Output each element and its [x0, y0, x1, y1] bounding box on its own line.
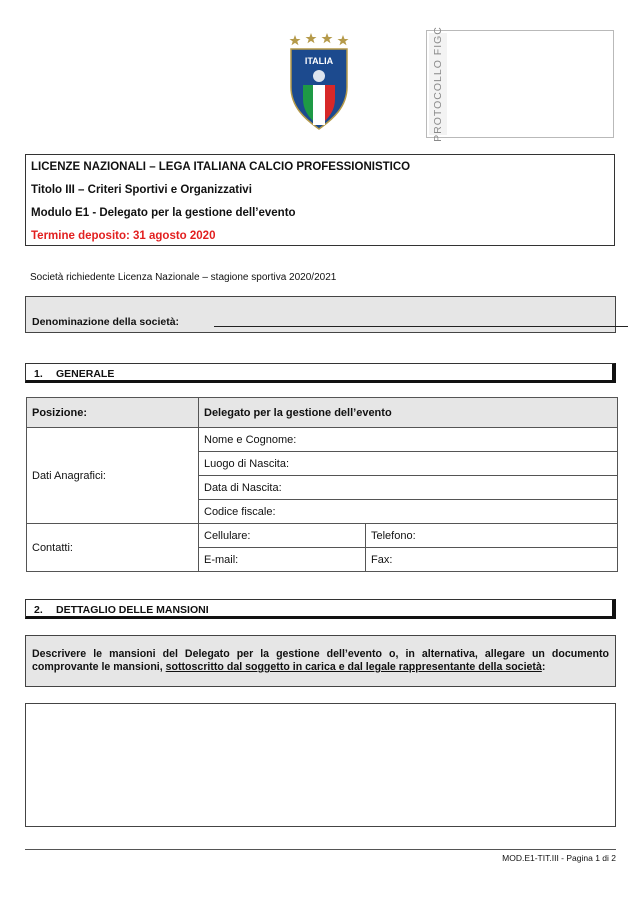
- section-1-number: 1.: [34, 368, 43, 380]
- header-subtitle: Titolo III – Criteri Sportivi e Organizzativi: [31, 184, 252, 196]
- logo-text: ITALIA: [304, 56, 334, 66]
- mansioni-instructions: Descrivere le mansioni del Delegato per la gestione dell’evento o, in alternativa, allegare un documento comprovante le mansioni, sottoscritto dal soggetto in carica e dal legale rappresentante della società:: [25, 635, 616, 687]
- denominazione-box: [25, 296, 616, 333]
- section-2-header: [25, 599, 616, 619]
- protocol-box: [426, 26, 614, 142]
- denominazione-label: Denominazione della società:: [32, 316, 180, 328]
- societa-line: Società richiedente Licenza Nazionale – stagione sportiva 2020/2021: [30, 272, 337, 283]
- header-module: Modulo E1 - Delegato per la gestione dell’evento: [31, 207, 296, 219]
- cellulare-field[interactable]: Cellulare:: [199, 524, 366, 548]
- posizione-value: Delegato per la gestione dell’evento: [199, 398, 618, 428]
- general-table: [26, 397, 618, 572]
- data-nascita-field[interactable]: Data di Nascita:: [199, 476, 618, 500]
- protocol-label: PROTOCOLLO FIGC: [432, 26, 444, 142]
- header-title: LICENZE NAZIONALI – LEGA ITALIANA CALCIO PROFESSIONISTICO: [31, 161, 411, 173]
- denominazione-field[interactable]: [214, 326, 628, 327]
- table-row: [27, 524, 618, 548]
- codice-fiscale-field[interactable]: Codice fiscale:: [199, 500, 618, 524]
- mansioni-text-area[interactable]: [25, 703, 616, 827]
- figc-logo: [287, 33, 351, 131]
- underlined-instruction: sottoscritto dal soggetto in carica e dal legale rappresentante della società: [165, 661, 542, 673]
- anagrafici-label: Dati Anagrafici:: [27, 428, 199, 524]
- telefono-field[interactable]: Telefono:: [366, 524, 618, 548]
- posizione-label: Posizione:: [27, 398, 199, 428]
- section-2-number: 2.: [34, 604, 43, 616]
- table-row: [27, 398, 618, 428]
- contatti-label: Contatti:: [27, 524, 199, 572]
- footer-page-info: MOD.E1-TIT.III - Pagina 1 di 2: [502, 853, 616, 863]
- section-2-title: DETTAGLIO DELLE MANSIONI: [56, 604, 209, 616]
- footer-divider: [25, 849, 616, 850]
- section-1-header: [25, 363, 616, 383]
- email-field[interactable]: E-mail:: [199, 548, 366, 572]
- nome-cognome-field[interactable]: Nome e Cognome:: [199, 428, 618, 452]
- luogo-nascita-field[interactable]: Luogo di Nascita:: [199, 452, 618, 476]
- fax-field[interactable]: Fax:: [366, 548, 618, 572]
- document-header: [25, 154, 615, 246]
- table-row: [27, 428, 618, 452]
- section-1-title: GENERALE: [56, 368, 115, 380]
- star-icon: [290, 33, 349, 45]
- header-deadline: Termine deposito: 31 agosto 2020: [31, 230, 216, 242]
